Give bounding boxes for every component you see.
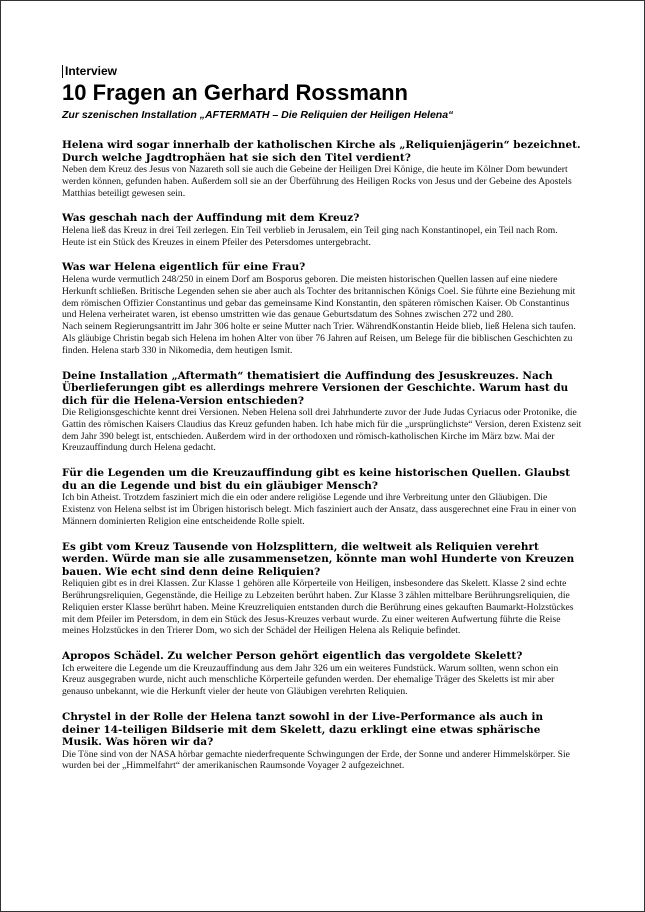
article — [62, 65, 582, 785]
qa-block — [62, 261, 582, 356]
question: Es gibt vom Kreuz Tausende von Holzsplittern, die weltweit als Reliquien verehrt werden. Würde man sie alle zusammensetzen, könnte man wohl Hunderte von Kreuzen bauen. Wie echt sind denn deine Reliquien? — [62, 540, 575, 578]
qa-block — [62, 711, 582, 772]
answer-paragraph: Reliquien gibt es in drei Klassen. Zur Klasse 1 gehören alle Körperteile von Heiligen, insbesondere das Skelett. Klasse 2 sind echte Berührungsreliquien, Gegenstände, die Heilige zu Lebzeiten berührt haben. Zur Klasse 3 zählen mittelbare Berührungsreliquien, die Reliquien erster Klasse berührt haben. Meine Kreuzreliquien entstanden durch die Berührung eines gekauften Baumarkt-Holzstückes mit dem Pfeiler im Petersdom, in dem ein Stück des Jesus-Kreuzes verbaut wurde. Zu einer weiteren Aufwertung führte die Reise meines Holzstückes in den Trierer Dom, wo sich der Schädel der Heiligen Helena als Reliquie befindet. — [62, 578, 574, 637]
answer-paragraph: Ich erweitere die Legende um die Kreuzauffindung aus dem Jahr 326 um ein weiteres Fundstück. Warum sollten, wenn schon ein Kreuz ausgegraben wurde, nicht auch menschliche Körperteile gefunden werden. Der ehemalige Träger des Skeletts ist mir aber genauso unbekannt, wie die Herkunft vieler der heute von Gläubigen verehrten Reliquien. — [62, 662, 559, 698]
section-kicker: Interview — [62, 65, 582, 78]
article-title: 10 Fragen an Gerhard Rossmann — [62, 80, 408, 105]
question: Chrystel in der Rolle der Helena tanzt sowohl in der Live-Performance als auch in deiner 14-teiligen Bildserie mit dem Skelett, dazu erklingt eine etwas sphärische Musik. Was hören wir da? — [62, 711, 544, 749]
qa-block — [62, 467, 582, 527]
answer-paragraph: Ich bin Atheist. Trotzdem fasziniert mich die ein oder andere religiöse Legende und ihre Verbreitung unter den Gläubigen. Die Existenz von Helena selbst ist im Übrigen historisch belegt. Mich fasziniert auch der Ansatz, dass ausgerechnet eine Frau in einer von Männern dominierten Religion eine entscheidende Rolle spielt. — [62, 492, 577, 527]
question: Helena wird sogar innerhalb der katholischen Kirche als „Reliquienjägerin“ bezeichnet. Durch welche Jagdtrophäen hat sie sich den Titel verdient? — [62, 139, 581, 164]
answer-paragraph: Nach seinem Regierungsantritt im Jahr 306 holte er seine Mutter nach Trier. WährendKonstantin Heide blieb, ließ Helena sich taufen. Als gläubige Christin begab sich Helena im hohen Alter von über 76 Jahren auf Reisen, um Belege für die biblischen Geschichten zu finden. Helena starb 330 in Nikomedia, dem heutigen Ismit. — [62, 321, 576, 356]
answer-paragraph: Helena ließ das Kreuz in drei Teil zerlegen. Ein Teil verblieb in Jerusalem, ein Teil ging nach Konstantinopel, ein Teil nach Rom. Heute ist ein Stück des Kreuzes in einem Pfeiler des Petersdomes untergebracht. — [62, 224, 558, 248]
article-subtitle: Zur szenischen Installation „AFTERMATH – Die Reliquien der Heiligen Helena“ — [62, 109, 454, 121]
question: Deine Installation „Aftermath“ thematisiert die Auffindung des Jesuskreuzes. Nach Überlieferungen gibt es allerdings mehrere Versionen der Geschichte. Warum hast du dich für die Helena-Version entschieden? — [62, 369, 569, 407]
question: Für die Legenden um die Kreuzauffindung gibt es keine historischen Quellen. Glaubst du an die Legende und bist du ein gläubiger Mensch? — [62, 467, 571, 492]
question: Apropos Schädel. Zu welcher Person gehört eigentlich das vergoldete Skelett? — [62, 650, 523, 663]
answer-paragraph: Neben dem Kreuz des Jesus von Nazareth soll sie auch die Gebeine der Heiligen Drei Könige, die heute im Kölner Dom bewundert werden können, gefunden haben. Außerdem soll sie an der Überführung des Heiligen Rocks von Jesus und der Gebeine des Apostels Matthias beteiligt gewesen sein. — [62, 164, 572, 199]
qa-block — [62, 650, 582, 698]
qa-block — [62, 212, 582, 248]
answer-paragraph: Die Religionsgeschichte kennt drei Versionen. Neben Helena soll drei Jahrhunderte zuvor der Jude Judas Cyriacus oder Protonike, die Gattin des römischen Kaisers Claudius das Kreuz gefunden haben. Ich habe mich für die „ursprünglichste“ Version, deren Existenz seit dem Jahr 390 belegt ist, entschieden. Außerdem wird in der orthodoxen und römisch-katholischen Kirche im März bzw. Mai der Kreuzauffindung durch Helena gedacht. — [62, 407, 582, 454]
qa-block — [62, 139, 582, 199]
question: Was war Helena eigentlich für eine Frau? — [62, 261, 306, 274]
qa-block — [62, 370, 582, 455]
qa-block — [62, 541, 582, 637]
answer-paragraph: Die Töne sind von der NASA hörbar gemachte niederfrequente Schwingungen der Erde, der Sonne und anderer Himmelskörper. Sie wurden bei der „Himmelfahrt“ der amerikanischen Raumsonde Voyager 2 aufgezeichnet. — [62, 748, 570, 772]
answer-paragraph: Helena wurde vermutlich 248/250 in einem Dorf am Bosporus geboren. Die meisten historischen Quellen lassen auf eine niedere Herkunft schließen. Britische Legenden sehen sie aber auch als Tochter des britannischen Königs Coel. Sie führte eine Beziehung mit dem römischen Offizier Constantinus und gebar das gemeinsame Kind Konstantin, den späteren römischen Kaiser. Ob Constantinus und Helena verheiratet waren, ist ebenso umstritten wie das genaue Geburtsdatum des Sohnes zwischen 272 und 280. — [62, 273, 576, 321]
interview-qa-list — [62, 139, 582, 772]
question: Was geschah nach der Auffindung mit dem Kreuz? — [62, 212, 360, 225]
